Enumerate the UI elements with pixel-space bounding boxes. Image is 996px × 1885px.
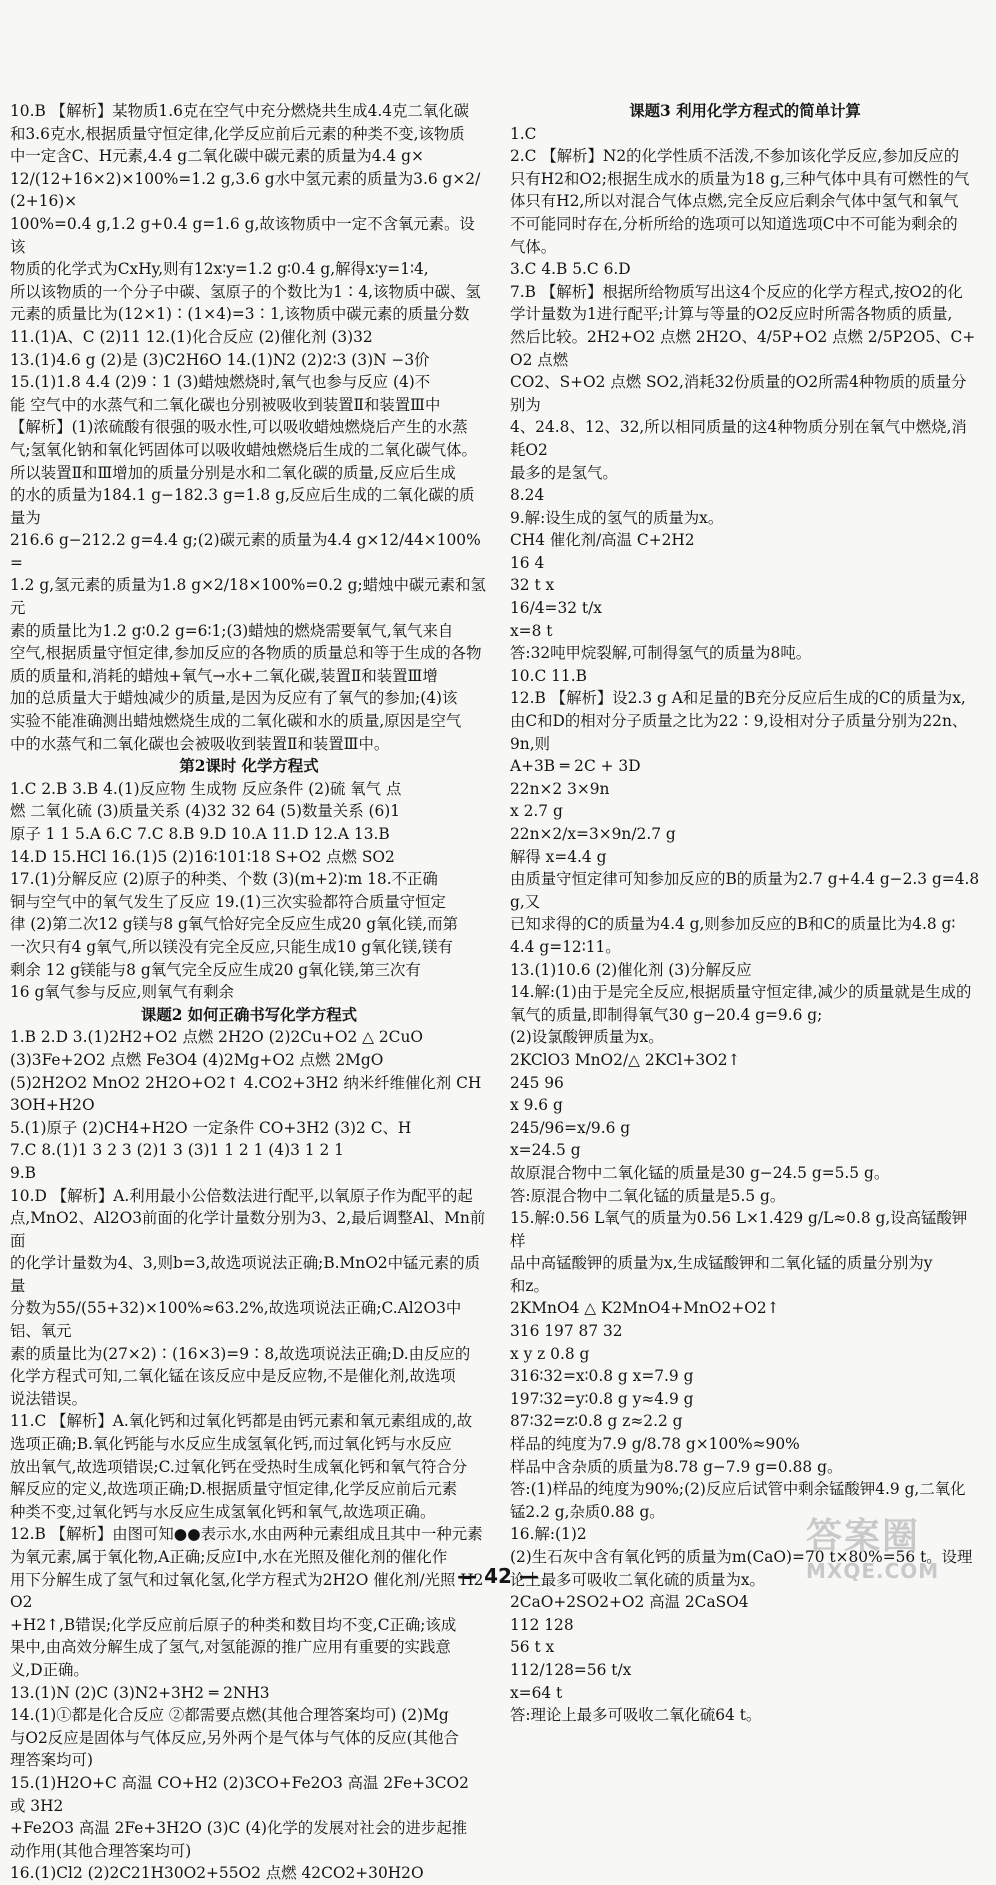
answer-line: 10.B 【解析】某物质1.6克在空气中充分燃烧共生成4.4克二氧化碳 (10, 102, 470, 120)
answer-line: 解反应的定义,故选项正确;D.根据质量守恒定律,化学反应前后元素 (10, 1480, 458, 1499)
answer-line: 245 96 (510, 1073, 564, 1092)
answer-line: 点,MnO2、Al2O3前面的化学计量数分别为3、2,最后调整Al、Mn前面 (10, 1209, 486, 1250)
answer-line: 87∶32=z∶0.8 g z≈2.2 g (510, 1412, 683, 1431)
answer-line: 10.C 11.B (510, 666, 587, 685)
answer-line: 只有H2和O2;根据生成水的质量为18 g,三种气体中具有可燃性的气 (510, 169, 970, 188)
answer-line: 12.B 【解析】设2.3 g A和足量的B充分反应后生成的C的质量为x, (510, 689, 966, 708)
answer-line: 品中高锰酸钾的质量为x,生成锰酸钾和二氧化锰的质量分别为y (510, 1254, 933, 1273)
answer-line: 解得 x=4.4 g (510, 847, 607, 866)
answer-line: 16 4 (510, 553, 545, 572)
answer-line: 1.B 2.D 3.(1)2H2+O2 点燃 2H2O (2)2Cu+O2 △ 2CuO (10, 1028, 423, 1047)
answer-line: 10.D 【解析】A.利用最小公倍数法进行配平,以氧原子作为配平的起 (10, 1186, 473, 1205)
answer-line: 律 (2)第二次12 g镁与8 g氧气恰好完全反应生成20 g氧化镁,而第 (10, 915, 458, 934)
answer-line: 说法错误。 (10, 1389, 87, 1408)
answer-line: 用下分解生成了氢气和过氧化氢,化学方程式为2H2O 催化剂/光照 H2O2 (10, 1570, 484, 1612)
answer-line: 5.(1)原子 (2)CH4+H2O 一定条件 CO+3H2 (3)2 C、H (10, 1118, 412, 1137)
answer-line: 不可能同时存在,分析所给的选项可以知道选项C中不可能为剩余的 (510, 214, 958, 233)
answer-line: 100%=0.4 g,1.2 g+0.4 g=1.6 g,故该物质中一定不含氧元素。设该 (10, 214, 475, 256)
answer-line: 14.D 15.HCl 16.(1)5 (2)16∶101∶18 S+O2 点燃 SO2 (10, 847, 395, 866)
answer-line: 12.B 【解析】由图可知●●表示水,水由两种元素组成且其中一种元素 (10, 1525, 483, 1544)
answer-line: x=8 t (510, 621, 553, 640)
answer-line: x y z 0.8 g (510, 1344, 590, 1363)
answer-line: 剩余 12 g镁能与8 g氧气完全反应生成20 g氧化镁,第三次有 (10, 960, 421, 979)
answer-line: 燃 二氧化硫 (3)质量关系 (4)32 32 64 (5)数量关系 (6)1 (10, 802, 401, 821)
answer-line: 由C和D的相对分子质量之比为22∶9,设相对分子质量分别为22n、 (510, 712, 968, 731)
answer-line: 17.(1)分解反应 (2)原子的种类、个数 (3)(m+2)∶m 18.不正确 (10, 870, 438, 889)
answer-line: 课题3 利用化学方程式的简单计算 (629, 102, 861, 120)
answer-line: +Fe2O3 高温 2Fe+3H2O (3)C (4)化学的发展对社会的进步起推 (10, 1819, 468, 1838)
answer-line: 316 197 87 32 (510, 1322, 623, 1341)
answer-line: 1.C (510, 124, 537, 143)
answer-line: 答:(1)样品的纯度为90%;(2)反应后试管中剩余锰酸钾4.9 g,二氧化 (510, 1480, 966, 1499)
answer-line: 质的质量和,消耗的蜡烛+氧气→水+二氧化碳,装置Ⅱ和装置Ⅲ增 (10, 666, 438, 685)
answer-line: x=64 t (510, 1683, 563, 1702)
answer-line: 3.C 4.B 5.C 6.D (510, 260, 631, 279)
answer-line: 论上最多可吸收二氧化硫的质量为x。 (510, 1570, 765, 1589)
answer-line: 化学方程式可知,二氧化锰在该反应中是反应物,不是催化剂,故选项 (10, 1367, 456, 1386)
answer-line: 加的总质量大于蜡烛减少的质量,是因为反应有了氧气的参加;(4)该 (10, 689, 458, 708)
answer-line: 体只有H2,所以对混合气体点燃,完全反应后剩余气体中氢气和氧气 (510, 192, 959, 211)
answer-line: 果中,由高效分解生成了氢气,对氢能源的推广应用有重要的实践意 (10, 1638, 451, 1657)
left-column (10, 100, 488, 1885)
answer-line: (2)设氯酸钾质量为x。 (510, 1028, 664, 1047)
answer-line: 样品的纯度为7.9 g/8.78 g×100%≈90% (510, 1435, 800, 1454)
answer-line: 4.4 g=12∶11。 (510, 937, 621, 956)
answer-line: 氧气的质量,即制得氧气30 g−20.4 g=9.6 g; (510, 1005, 823, 1024)
answer-line: 112 128 (510, 1615, 574, 1634)
answer-line: 学计量数为1进行配平;计算与等量的O2反应时所需各物质的质量, (510, 305, 953, 324)
answer-line: 15.解:0.56 L氧气的质量为0.56 L×1.429 g/L≈0.8 g,设高锰酸钾样 (510, 1209, 968, 1250)
answer-line: 最多的是氢气。 (510, 463, 618, 482)
answer-line: (2)生石灰中含有氧化钙的质量为m(CaO)=70 t×80%=56 t。设理 (510, 1548, 973, 1566)
answer-line: 样品中含杂质的质量为8.78 g−7.9 g=0.88 g。 (510, 1457, 843, 1476)
answer-line: 课题2 如何正确书写化学方程式 (140, 1005, 358, 1024)
answer-line: 分数为55/(55+32)×100%≈63.2%,故选项说法正确;C.Al2O3中铝、氧元 (10, 1299, 462, 1341)
answer-line: 1.C 2.B 3.B 4.(1)反应物 生成物 反应条件 (2)硫 氧气 点 (10, 779, 402, 798)
answer-line: 【解析】(1)浓硫酸有很强的吸水性,可以吸收蜡烛燃烧后产生的水蒸 (10, 418, 468, 437)
answer-line: 中一定含C、H元素,4.4 g二氧化碳中碳元素的质量为4.4 g× (10, 147, 424, 166)
answer-line: 素的质量比为(27×2)∶(16×3)=9∶8,故选项说法正确;D.由反应的 (10, 1344, 471, 1363)
answer-line: 答:原混合物中二氧化锰的质量是5.5 g。 (510, 1186, 786, 1205)
answer-line: 2.C 【解析】N2的化学性质不活泼,不参加该化学反应,参加反应的 (510, 147, 960, 166)
watermark-url: MXQE.COM (806, 1559, 940, 1583)
answer-line: 动作用(其他合理答案均可) (10, 1841, 192, 1860)
answer-line: 实验不能准确测出蜡烛燃烧生成的二氧化碳和水的质量,原因是空气 (10, 712, 462, 731)
answer-line: 11.C 【解析】A.氧化钙和过氧化钙都是由钙元素和氧元素组成的,故 (10, 1412, 473, 1431)
answer-line: 14.解:(1)由于是完全反应,根据质量守恒定律,减少的质量就是生成的 (510, 983, 972, 1002)
answer-line: 然后比较。2H2+O2 点燃 2H2O、4/5P+O2 点燃 2/5P2O5、C+O2 点燃 (510, 327, 976, 369)
answer-line: 已知求得的C的质量为4.4 g,则参加反应的B和C的质量比为4.8 g∶ (510, 915, 956, 934)
answer-line: 245/96=x/9.6 g (510, 1118, 631, 1137)
answer-line: 锰2.2 g,杂质0.88 g。 (510, 1502, 665, 1521)
answer-line: 的化学计量数为4、3,则b=3,故选项说法正确;B.MnO2中锰元素的质量 (10, 1254, 480, 1295)
answer-line: 为氧元素,属于氧化物,A正确;反应Ⅰ中,水在光照及催化剂的催化作 (10, 1548, 448, 1566)
answer-line: x 2.7 g (510, 802, 563, 821)
answer-line: 理答案均可) (10, 1751, 93, 1770)
answer-line: 和3.6克水,根据质量守恒定律,化学反应前后元素的种类不变,该物质 (10, 124, 465, 143)
answer-line: 选项正确;B.氧化钙能与水反应生成氢氧化钙,而过氧化钙与水反应 (10, 1435, 452, 1454)
answer-line: CH4 催化剂/高温 C+2H2 (510, 531, 695, 550)
answer-line: 14.(1)①都是化合反应 ②都需要点燃(其他合理答案均可) (2)Mg (10, 1706, 449, 1725)
watermark-mark: 答案圈 (806, 1516, 921, 1557)
answer-line: 第2课时 化学方程式 (179, 757, 319, 776)
answer-line: 气;氢氧化钠和氧化钙固体可以吸收蜡烛燃烧后生成的二氧化碳气体。 (10, 440, 477, 459)
answer-line: 9.B (10, 1163, 36, 1182)
answer-line: 由质量守恒定律可知参加反应的B的质量为2.7 g+4.4 g−2.3 g=4.8 g,又 (510, 870, 985, 911)
answer-line: 故原混合物中二氧化锰的质量是30 g−24.5 g=5.5 g。 (510, 1163, 890, 1182)
answer-line: 1.2 g,氢元素的质量为1.8 g×2/18×100%=0.2 g;蜡烛中碳元素和氢元 (10, 576, 486, 618)
answer-line: x 9.6 g (510, 1096, 563, 1115)
answer-line: 16.解:(1)2 (510, 1525, 587, 1544)
answer-line: 216.6 g−212.2 g=4.4 g;(2)碳元素的质量为4.4 g×12/44×100%= (10, 531, 481, 572)
answer-line: 16.(1)Cl2 (2)2C21H30O2+55O2 点燃 42CO2+30H2O (10, 1864, 424, 1883)
answer-line: 22n×2/x=3×9n/2.7 g (510, 825, 676, 843)
answer-line: 12/(12+16×2)×100%=1.2 g,3.6 g水中氢元素的质量为3.6 g×2/(2+16)× (10, 169, 481, 211)
answer-line: +H2↑,B错误;化学反应前后原子的种类和数目均不变,C正确;该成 (10, 1615, 457, 1634)
answer-line: 15.(1)H2O+C 高温 CO+H2 (2)3CO+Fe2O3 高温 2Fe+3CO2 或 3H2 (10, 1773, 474, 1815)
answer-line: 与O2反应是固体与气体反应,另外两个是气体与气体的反应(其他合 (10, 1728, 459, 1747)
answer-line: 13.(1)4.6 g (2)是 (3)C2H6O 14.(1)N2 (2)2∶3 (3)N −3价 (10, 350, 430, 369)
answer-line: 16 g氧气参与反应,则氧气有剩余 (10, 983, 234, 1002)
answer-line: 32 t x (510, 576, 555, 595)
answer-line: 铜与空气中的氧气发生了反应 19.(1)三次实验都符合质量守恒定 (10, 892, 446, 911)
answer-line: 16/4=32 t/x (510, 599, 602, 618)
answer-line: 2CaO+2SO2+O2 高温 2CaSO4 (510, 1593, 749, 1612)
answer-line: 能 空气中的水蒸气和二氧化碳也分别被吸收到装置Ⅱ和装置Ⅲ中 (10, 395, 441, 414)
answer-line: 7.B 【解析】根据所给物质写出这4个反应的化学方程式,按O2的化 (510, 282, 963, 301)
answer-line: 答:32吨甲烷裂解,可制得氢气的质量为8吨。 (510, 644, 812, 663)
answer-line: CO2、S+O2 点燃 SO2,消耗32份质量的O2所需4种物质的质量分别为 (510, 373, 967, 414)
site-watermark (806, 1515, 992, 1595)
answer-line: 物质的化学式为CxHy,则有12x∶y=1.2 g∶0.4 g,解得x∶y=1∶4, (10, 260, 429, 279)
answer-line: 9n,则 (510, 734, 550, 753)
page-number: — 42 — (457, 1564, 539, 1588)
answer-line: 2KMnO4 △ K2MnO4+MnO2+O2↑ (510, 1299, 780, 1318)
answer-line: 9.解:设生成的氢气的质量为x。 (510, 508, 724, 527)
answer-line: 气体。 (510, 237, 557, 256)
answer-line: 8.24 (510, 486, 545, 505)
answer-line: 义,D正确。 (10, 1660, 89, 1679)
answer-line: 答:理论上最多可吸收二氧化硫64 t。 (510, 1706, 762, 1725)
answer-line: 15.(1)1.8 4.4 (2)9∶1 (3)蜡烛燃烧时,氧气也参与反应 (4)不 (10, 373, 431, 392)
answer-line: 素的质量比为1.2 g∶0.2 g=6∶1;(3)蜡烛的燃烧需要氧气,氧气来自 (10, 621, 454, 640)
answer-line: 2KClO3 MnO2/△ 2KCl+3O2↑ (510, 1050, 741, 1069)
answer-line: 197∶32=y∶0.8 g y≈4.9 g (510, 1389, 694, 1408)
answer-line: 所以装置Ⅱ和Ⅲ增加的质量分别是水和二氧化碳的质量,反应后生成 (10, 463, 456, 482)
answer-line: 56 t x (510, 1638, 555, 1657)
answer-line: 元素的质量比为(12×1)∶(1×4)=3∶1,该物质中碳元素的质量分数 (10, 305, 470, 324)
answer-line: 原子 1 1 5.A 6.C 7.C 8.B 9.D 10.A 11.D 12.A 13.B (10, 825, 390, 843)
answer-line: 和z。 (510, 1276, 549, 1295)
answer-line: 的水的质量为184.1 g−182.3 g=1.8 g,反应后生成的二氧化碳的质量为 (10, 486, 475, 527)
answer-line: (5)2H2O2 MnO2 2H2O+O2↑ 4.CO2+3H2 纳米纤维催化剂 CH3OH+H2O (10, 1073, 482, 1115)
answer-line: 空气,根据质量守恒定律,参加反应的各物质的质量总和等于生成的各物 (10, 644, 482, 663)
answer-line: 112/128=56 t/x (510, 1660, 632, 1679)
answer-line: 316∶32=x∶0.8 g x=7.9 g (510, 1367, 694, 1386)
answer-line: 中的水蒸气和二氧化碳也会被吸收到装置Ⅱ和装置Ⅲ中。 (10, 734, 390, 753)
answer-line: 种类不变,过氧化钙与水反应生成氢氧化钙和氧气,故选项正确。 (10, 1502, 436, 1521)
answer-line: 11.(1)A、C (2)11 12.(1)化合反应 (2)催化剂 (3)32 (10, 327, 373, 346)
answer-line: 所以该物质的一个分子中碳、氢原子的个数比为1∶4,该物质中碳、氢 (10, 282, 481, 301)
answer-line: 13.(1)10.6 (2)催化剂 (3)分解反应 (510, 960, 752, 979)
answer-line: (3)3Fe+2O2 点燃 Fe3O4 (4)2Mg+O2 点燃 2MgO (10, 1050, 384, 1069)
answer-line: 22n×2 3×9n (510, 779, 610, 798)
answer-line: 13.(1)N (2)C (3)N2+3H2 ═ 2NH3 (10, 1683, 270, 1702)
right-column (510, 100, 985, 1727)
answer-line: 4、24.8、12、32,所以相同质量的这4种物质分别在氧气中燃烧,消耗O2 (510, 418, 967, 459)
answer-line: 7.C 8.(1)1 3 2 3 (2)1 3 (3)1 1 2 1 (4)3 1 2 1 (10, 1141, 344, 1160)
answer-line: A+3B ═ 2C + 3D (510, 757, 641, 776)
answer-line: 一次只有4 g氧气,所以镁没有完全反应,只能生成10 g氧化镁,镁有 (10, 937, 453, 956)
answer-line: x=24.5 g (510, 1141, 581, 1160)
answer-line: 放出氧气,故选项错误;C.过氧化钙在受热时生成氧化钙和氧气符合分 (10, 1457, 468, 1476)
